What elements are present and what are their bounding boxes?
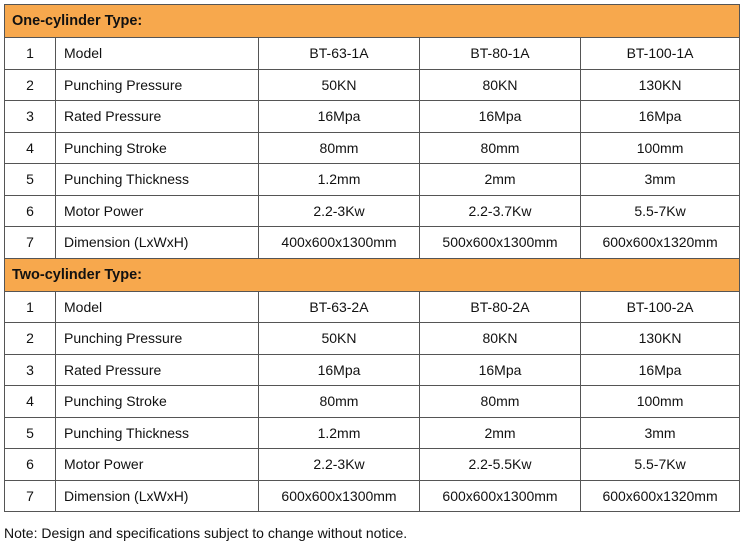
table-row	[5, 101, 740, 133]
parameter-name: Motor Power	[56, 195, 259, 227]
table-row	[5, 386, 740, 418]
parameter-value: BT-100-2A	[581, 291, 740, 323]
parameter-name: Rated Pressure	[56, 101, 259, 133]
table-row	[5, 449, 740, 481]
parameter-value: 80KN	[420, 323, 581, 355]
row-number: 2	[5, 69, 56, 101]
row-number: 1	[5, 291, 56, 323]
parameter-value: BT-80-1A	[420, 38, 581, 70]
parameter-value: 80mm	[420, 132, 581, 164]
table-row	[5, 227, 740, 259]
spec-table-body	[5, 5, 740, 512]
parameter-name: Punching Pressure	[56, 323, 259, 355]
parameter-value: 130KN	[581, 69, 740, 101]
table-row	[5, 323, 740, 355]
row-number: 5	[5, 417, 56, 449]
parameter-value: BT-100-1A	[581, 38, 740, 70]
parameter-value: 3mm	[581, 164, 740, 196]
table-row	[5, 354, 740, 386]
parameter-value: 500x600x1300mm	[420, 227, 581, 259]
table-row	[5, 480, 740, 512]
section-title: One-cylinder Type:	[5, 5, 740, 38]
parameter-value: 600x600x1300mm	[259, 480, 420, 512]
row-number: 6	[5, 195, 56, 227]
parameter-name: Rated Pressure	[56, 354, 259, 386]
parameter-name: Punching Stroke	[56, 386, 259, 418]
parameter-value: 3mm	[581, 417, 740, 449]
table-row	[5, 38, 740, 70]
parameter-value: 600x600x1300mm	[420, 480, 581, 512]
parameter-value: 16Mpa	[581, 101, 740, 133]
table-row	[5, 195, 740, 227]
parameter-value: 80KN	[420, 69, 581, 101]
row-number: 4	[5, 386, 56, 418]
parameter-value: 130KN	[581, 323, 740, 355]
parameter-value: 5.5-7Kw	[581, 195, 740, 227]
section-header	[5, 258, 740, 291]
parameter-value: 100mm	[581, 132, 740, 164]
parameter-name: Dimension (LxWxH)	[56, 480, 259, 512]
parameter-value: 400x600x1300mm	[259, 227, 420, 259]
parameter-value: 600x600x1320mm	[581, 227, 740, 259]
parameter-value: 600x600x1320mm	[581, 480, 740, 512]
parameter-value: 2.2-3Kw	[259, 195, 420, 227]
parameter-value: BT-63-1A	[259, 38, 420, 70]
table-row	[5, 132, 740, 164]
table-row	[5, 69, 740, 101]
parameter-value: 16Mpa	[420, 354, 581, 386]
parameter-value: 2mm	[420, 164, 581, 196]
parameter-name: Motor Power	[56, 449, 259, 481]
parameter-value: 16Mpa	[420, 101, 581, 133]
parameter-value: BT-80-2A	[420, 291, 581, 323]
row-number: 3	[5, 101, 56, 133]
parameter-value: 5.5-7Kw	[581, 449, 740, 481]
parameter-name: Punching Stroke	[56, 132, 259, 164]
parameter-value: 80mm	[259, 386, 420, 418]
row-number: 6	[5, 449, 56, 481]
parameter-value: 50KN	[259, 323, 420, 355]
table-row	[5, 291, 740, 323]
parameter-name: Punching Thickness	[56, 417, 259, 449]
parameter-value: 16Mpa	[581, 354, 740, 386]
parameter-value: 2.2-3.7Kw	[420, 195, 581, 227]
table-row	[5, 164, 740, 196]
row-number: 3	[5, 354, 56, 386]
parameter-name: Model	[56, 38, 259, 70]
parameter-name: Dimension (LxWxH)	[56, 227, 259, 259]
footnote: Note: Design and specifications subject to change without notice.	[4, 525, 408, 541]
parameter-name: Model	[56, 291, 259, 323]
section-title: Two-cylinder Type:	[5, 258, 740, 291]
row-number: 5	[5, 164, 56, 196]
spec-table	[4, 4, 740, 512]
row-number: 1	[5, 38, 56, 70]
table-row	[5, 417, 740, 449]
row-number: 2	[5, 323, 56, 355]
section-header	[5, 5, 740, 38]
parameter-value: 16Mpa	[259, 354, 420, 386]
parameter-value: 2.2-5.5Kw	[420, 449, 581, 481]
parameter-name: Punching Pressure	[56, 69, 259, 101]
parameter-name: Punching Thickness	[56, 164, 259, 196]
parameter-value: 2mm	[420, 417, 581, 449]
row-number: 7	[5, 227, 56, 259]
parameter-value: 50KN	[259, 69, 420, 101]
parameter-value: 2.2-3Kw	[259, 449, 420, 481]
parameter-value: 80mm	[420, 386, 581, 418]
parameter-value: 16Mpa	[259, 101, 420, 133]
parameter-value: 80mm	[259, 132, 420, 164]
row-number: 7	[5, 480, 56, 512]
parameter-value: 1.2mm	[259, 417, 420, 449]
parameter-value: 1.2mm	[259, 164, 420, 196]
parameter-value: BT-63-2A	[259, 291, 420, 323]
parameter-value: 100mm	[581, 386, 740, 418]
row-number: 4	[5, 132, 56, 164]
